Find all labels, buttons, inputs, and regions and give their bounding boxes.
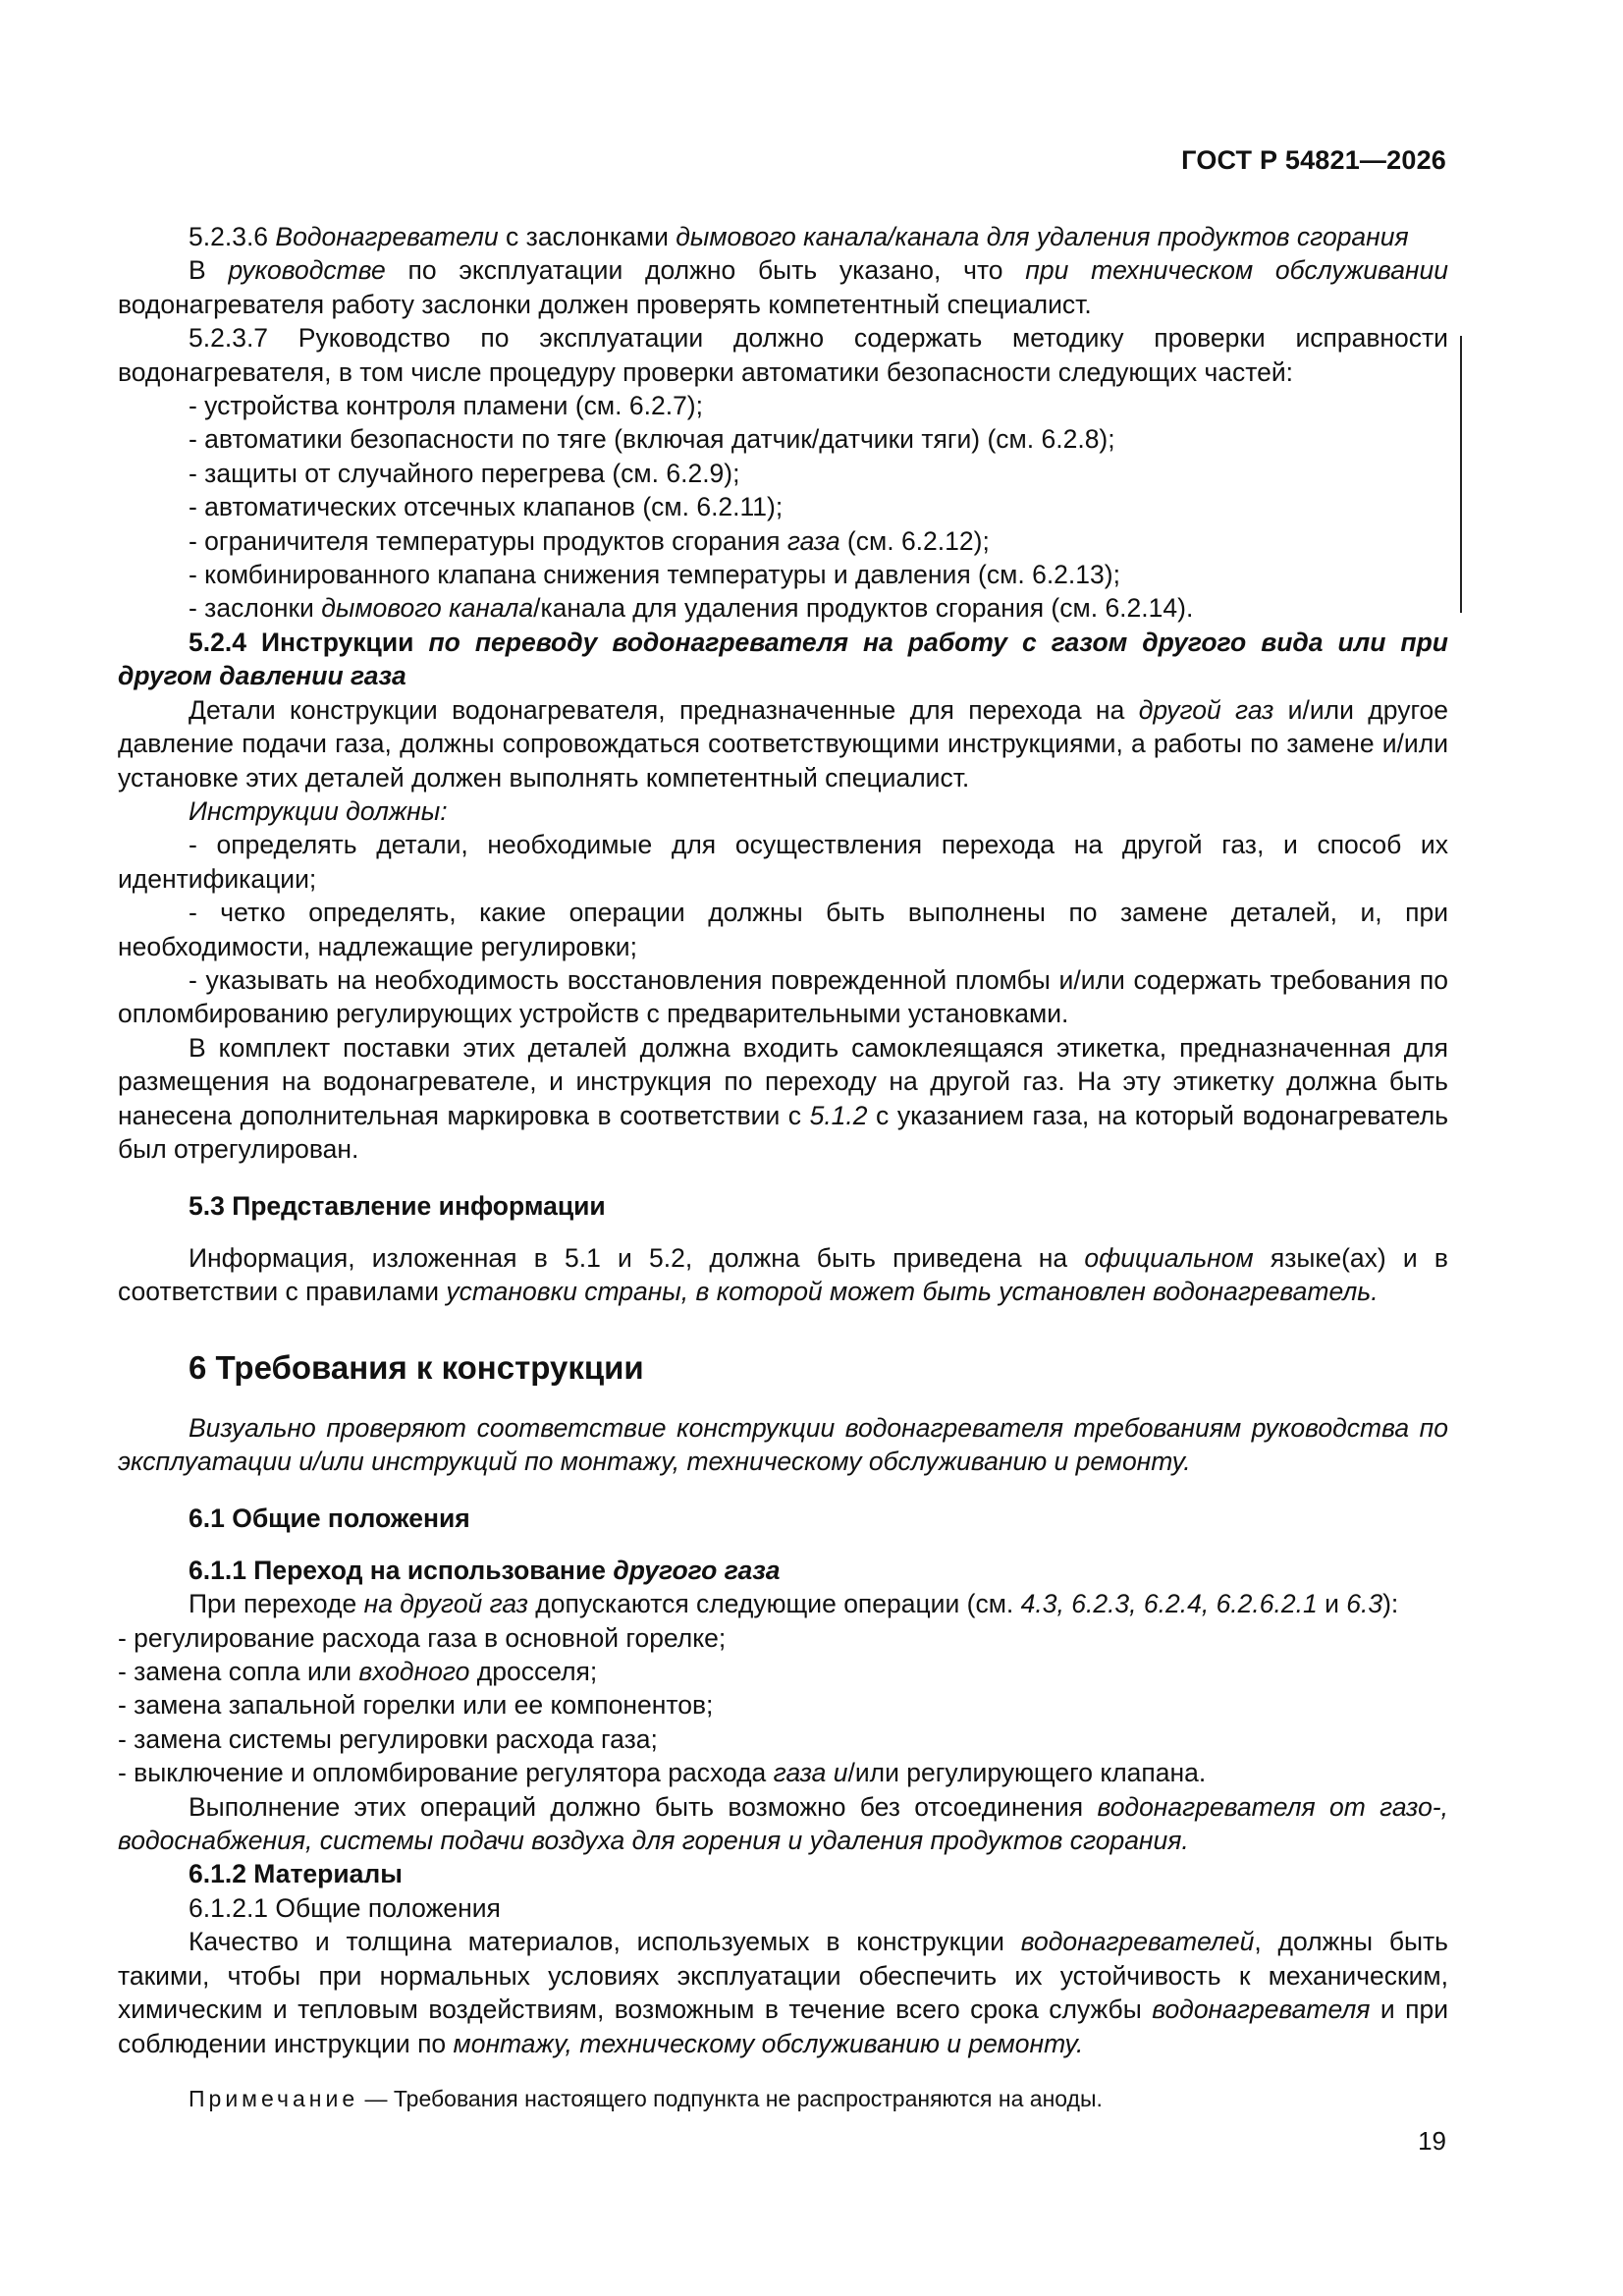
list-item: - выключение и опломбирование регулятора расхода газа и/или регулирующего клапана. — [118, 1758, 1207, 1788]
clause-611-conclusion: Выполнение этих операций должно быть возможно без отсоединения водонагревателя от газо-, водоснабжения, системы подачи воздуха для горения и удаления продуктов сгорания. — [118, 1791, 1448, 1856]
clause-53-text: Информация, изложенная в 5.1 и 5.2, должна быть приведена на официальном языке(ах) и в соответствии с правилами установки страны, в которой может быть установлен водонагреватель. — [118, 1242, 1448, 1307]
clause-612-heading: 6.1.2 Материалы — [189, 1859, 403, 1889]
clause-6121-text: Качество и толщина материалов, используемых в конструкции водонагревателей, должны быть такими, чтобы при нормальных условиях эксплуатации обеспечить их устойчивость к механическим, химическим и тепловым воздействиям, возможным в течение всего срока службы водонагревателя и при соблюдении инструкции по монтажу, техническому обслуживанию и ремонту. — [118, 1927, 1448, 2058]
list-item: - указывать на необходимость восстановления поврежденной пломбы и/или содержать требования по опломбированию регулирующих устройств с предварительными установками. — [118, 964, 1448, 1029]
list-item: - заслонки дымового канала/канала для удаления продуктов сгорания (см. 6.2.14). — [189, 593, 1194, 624]
list-item: - замена системы регулировки расхода газа; — [118, 1723, 658, 1754]
clause-524-text: Детали конструкции водонагревателя, предназначенные для перехода на другой газ и/или другое давление подачи газа, должны сопровождаться соответствующими инструкциями, а работы по замене и/или установке этих деталей должен выполнять компетентный специалист. — [118, 694, 1448, 793]
list-item: - устройства контроля пламени (см. 6.2.7); — [189, 391, 703, 421]
list-item: - регулирование расхода газа в основной горелке; — [118, 1622, 727, 1653]
list-item: - автоматики безопасности по тяге (включая датчик/датчики тяги) (см. 6.2.8); — [189, 424, 1115, 455]
list-item: - ограничителя температуры продуктов сгорания газа (см. 6.2.12); — [189, 525, 990, 556]
clause-5236-text: В руководстве по эксплуатации должно быть указано, что при техническом обслуживании водонагревателя работу заслонки должен проверять компетентный специалист. — [118, 255, 1448, 319]
document-header: ГОСТ Р 54821—2026 — [1181, 145, 1446, 175]
section-6-heading: 6 Требования к конструкции — [189, 1348, 644, 1386]
clause-53-heading: 5.3 Представление информации — [189, 1191, 606, 1222]
list-item: - четко определять, какие операции должны быть выполнены по замене деталей, и, при необходимости, надлежащие регулировки; — [118, 898, 1448, 961]
clause-5237-intro: 5.2.3.7 Руководство по эксплуатации должно содержать методику проверки исправности водонагревателя, в том числе процедуру проверки автоматики безопасности следующих частей: — [118, 323, 1448, 387]
clause-6121-heading: 6.1.2.1 Общие положения — [189, 1892, 501, 1923]
list-item: - комбинированного клапана снижения температуры и давления (см. 6.2.13); — [189, 560, 1120, 590]
clause-5236-title: 5.2.3.6 Водонагреватели с заслонками дымового канала/канала для удаления продуктов сгорания — [189, 222, 1409, 251]
page-content — [118, 220, 1448, 2113]
clause-524-heading: 5.2.4 Инструкции по переводу водонагревателя на работу с газом другого вида или при другом давлении газа — [118, 627, 1448, 691]
clause-524-instructions-label: Инструкции должны: — [189, 795, 448, 826]
list-item: - защиты от случайного перегрева (см. 6.2.9); — [189, 458, 740, 488]
list-item: - определять детали, необходимые для осуществления перехода на другой газ, и способ их идентификации; — [118, 830, 1448, 894]
clause-61-heading: 6.1 Общие положения — [189, 1503, 470, 1534]
list-item: - замена сопла или входного дросселя; — [118, 1657, 598, 1687]
page-number: 19 — [1418, 2126, 1446, 2156]
clause-524-kit-text: В комплект поставки этих деталей должна входить самоклеящаяся этикетка, предназначенная для размещения на водонагревателе, и инструкция по переходу на другой газ. На эту этикетку должна быть нанесена дополнительная маркировка в соответствии с 5.1.2 с указанием газа, на который водонагреватель был отрегулирован. — [118, 1032, 1448, 1164]
clause-611-heading: 6.1.1 Переход на использование другого газа — [189, 1555, 781, 1585]
clause-611-text: При переходе на другой газ допускаются следующие операции (см. 4.3, 6.2.3, 6.2.4, 6.2.6.2.1 и 6.3): — [189, 1589, 1399, 1619]
list-item: - замена запальной горелки или ее компонентов; — [118, 1690, 714, 1721]
change-bar — [1460, 336, 1462, 613]
section-6-text: Визуально проверяют соответствие конструкции водонагревателя требованиям руководства по эксплуатации и/или инструкций по монтажу, техническому обслуживанию и ремонту. — [118, 1412, 1448, 1476]
note: Примечание — Требования настоящего подпункта не распространяются на аноды. — [189, 2085, 1103, 2111]
list-item: - автоматических отсечных клапанов (см. 6.2.11); — [189, 492, 784, 522]
note-label: Примечание — [189, 2085, 359, 2111]
